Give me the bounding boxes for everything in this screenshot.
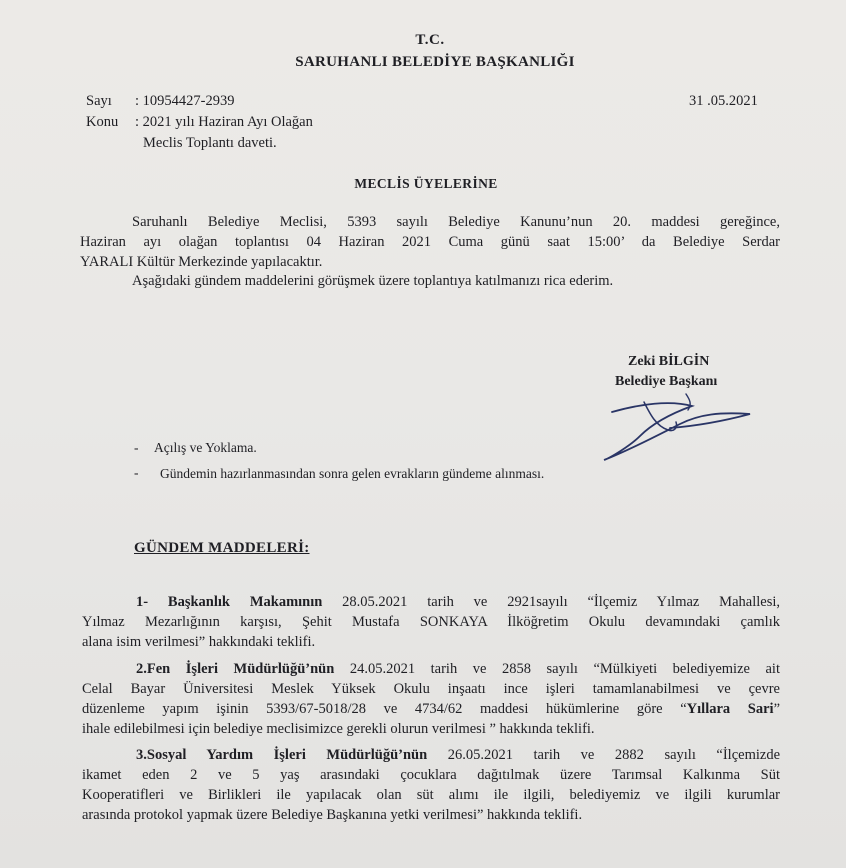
agenda-item-2-line-2: Celal Bayar Üniversitesi Meslek Yüksek Okulu inşaatı ince işleri tamamlanabilmesi ve çevre — [82, 681, 780, 697]
bullet-item-1: Açılış ve Yoklama. — [154, 440, 257, 455]
agenda-item-1-line-2: Yılmaz Mezarlığının karşısı, Şehit Mustafa SONKAYA İlköğretim Okulu devamındaki çamlık — [82, 614, 780, 630]
bullet-dash-2: - — [134, 465, 139, 480]
agenda-item-2-line-1: 2.Fen İşleri Müdürlüğü’nün 24.05.2021 tarih ve 2858 sayılı “Mülkiyeti belediyemize ait — [136, 661, 780, 677]
bullet-dash-1: - — [134, 440, 139, 455]
intro-request: Aşağıdaki gündem maddelerini görüşmek üzere toplantıya katılmanızı rica ederim. — [132, 273, 614, 289]
agenda-item-1 — [82, 592, 780, 652]
agenda-item-2-lead: 2.Fen İşleri Müdürlüğü’nün — [136, 661, 335, 677]
signatory-title: Belediye Başkanı — [615, 374, 718, 389]
intro-line-1: Saruhanlı Belediye Meclisi, 5393 sayılı Belediye Kanunu’nun 20. maddesi gereğince, — [132, 214, 780, 230]
bullet-item-2: Gündemin hazırlanmasından sonra gelen evrakların gündeme alınması. — [160, 466, 545, 481]
agenda-item-2-line-3: düzenleme yapım işinin 5393/67-5018/28 ve 4734/62 maddesi hükümlerine göre “Yıllara Sari” — [82, 701, 780, 717]
intro-paragraph — [80, 212, 780, 272]
signature-scribble — [600, 384, 760, 464]
agenda-item-2-line-4: ihale edilebilmesi için belediye meclisimizce gerekli olurun verilmesi ” hakkında teklifi. — [82, 721, 595, 737]
konu-line-2: Meclis Toplantı daveti. — [143, 135, 277, 151]
agenda-item-3 — [82, 745, 780, 825]
konu-line-1: : 2021 yılı Haziran Ayı Olağan — [135, 114, 313, 130]
document-date: 31 .05.2021 — [689, 93, 758, 109]
signatory-name: Zeki BİLGİN — [628, 354, 710, 369]
yillara-sari-emphasis: Yıllara Sari — [686, 701, 774, 717]
agenda-item-1-lead: 1- Başkanlık Makamının — [136, 594, 323, 610]
agenda-item-3-lead: 3.Sosyal Yardım İşleri Müdürlüğü’nün — [136, 747, 428, 763]
agenda-item-2 — [82, 659, 780, 739]
institution-header: SARUHANLI BELEDİYE BAŞKANLIĞI — [295, 54, 575, 70]
sayi-value: : 10954427-2939 — [135, 93, 235, 109]
agenda-item-1-line-3: alana isim verilmesi” hakkındaki teklifi. — [82, 634, 316, 650]
intro-line-2: Haziran ayı olağan toplantısı 04 Haziran 2021 Cuma günü saat 15:00’ da Belediye Serdar — [80, 234, 780, 250]
intro-line-3: YARALI Kültür Merkezinde yapılacaktır. — [80, 254, 323, 270]
recipient-heading: MECLİS ÜYELERİNE — [354, 176, 498, 191]
agenda-item-3-line-1: 3.Sosyal Yardım İşleri Müdürlüğü’nün 26.05.2021 tarih ve 2882 sayılı “İlçemizde — [136, 747, 780, 763]
country-header: T.C. — [415, 32, 445, 48]
agenda-item-3-line-2: ikamet eden 2 ve 5 yaş arasındaki çocuklara dağıtılmak üzere Tarımsal Kalkınma Süt — [82, 767, 780, 783]
agenda-item-1-line-1: 1- Başkanlık Makamının 28.05.2021 tarih ve 2921sayılı “İlçemiz Yılmaz Mahallesi, — [136, 594, 780, 610]
agenda-item-3-line-4: arasında protokol yapmak üzere Belediye Başkanına yetki verilmesi” hakkında teklifi. — [82, 807, 583, 823]
sayi-label: Sayı — [86, 93, 112, 109]
konu-label: Konu — [86, 114, 119, 130]
agenda-title: GÜNDEM MADDELERİ: — [134, 540, 310, 556]
agenda-item-3-line-3: Kooperatifleri ve Birlikleri ile yapılacak olan süt alımı ile ilgili, belediyemiz ve ilgili kurumlar — [82, 787, 780, 803]
